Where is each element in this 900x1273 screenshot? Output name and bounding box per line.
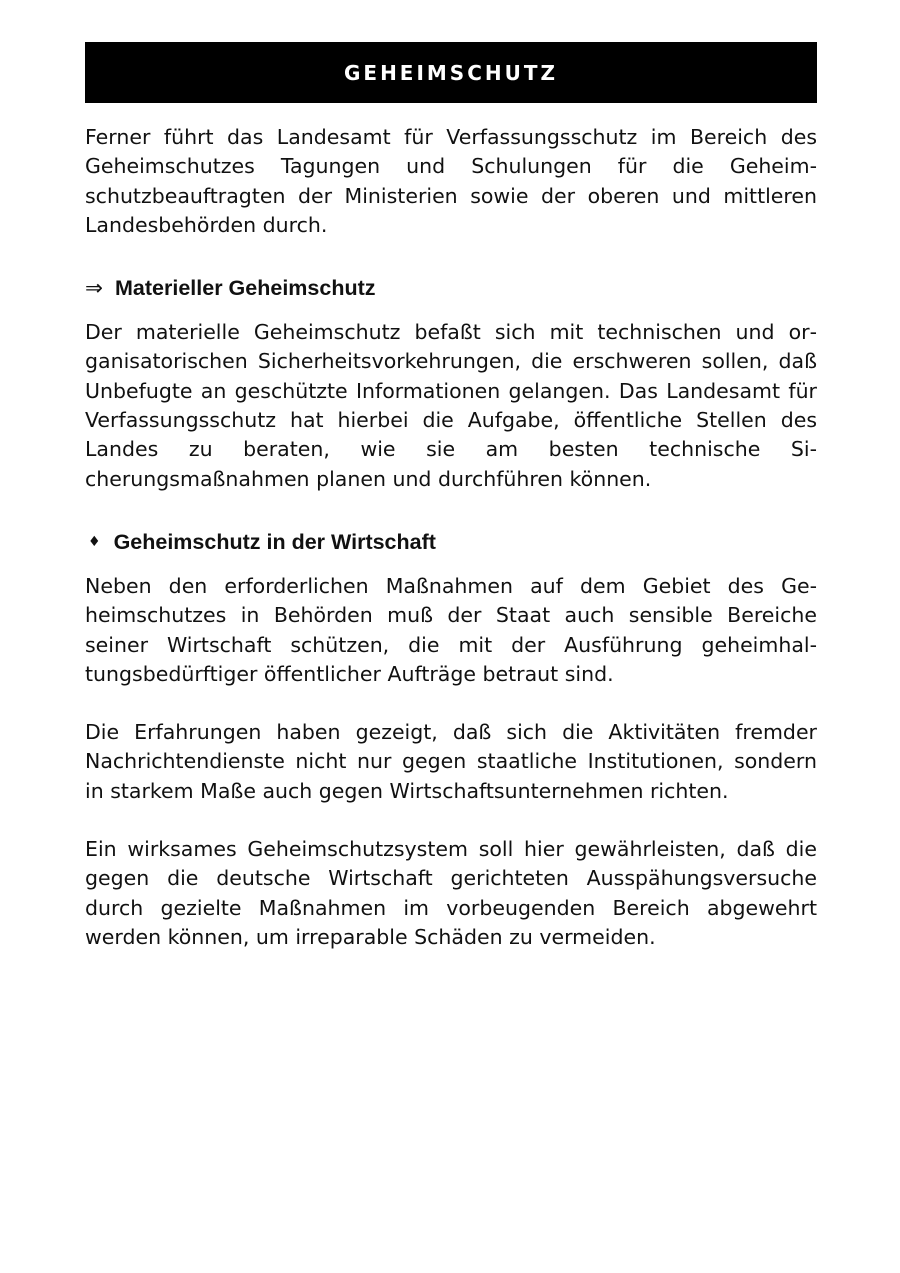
double-arrow-icon: ⇒ [85, 276, 104, 302]
section-heading-text: Geheimschutz in der Wirtschaft [113, 529, 436, 554]
page-title: GEHEIMSCHUTZ [343, 60, 559, 85]
diamond-bullet-icon: ♦ [88, 534, 101, 551]
materieller-paragraph: Der materielle Geheimschutz befaßt sich mit technischen und organisatorischen Sicherheitsvorkehrungen, die erschweren sollen, daß Unbefugte an geschützte Informationen gelangen. Das Landesamt für Verfassungsschutz hat hierbei die Aufgabe, öffentliche Stellen des Landes zu beraten, wie sie am besten technische Sicherungsmaßnahmen planen und durchführen können. [85, 320, 817, 491]
section-heading-materieller [85, 276, 817, 301]
wirtschaft-paragraph-2: Die Erfahrungen haben gezeigt, daß sich die Aktivitäten fremder Nachrichtendienste nicht nur gegen staatliche Institutionen, sondern in starkem Maße auch gegen Wirtschaftsunternehmen richten. [85, 720, 817, 803]
intro-paragraph: Ferner führt das Landesamt für Verfassungsschutz im Bereich des Geheimschutzes Tagungen und Schulungen für die Geheimschutzbeauftragten der Ministerien sowie der oberen und mittleren Landesbehörden durch. [85, 125, 817, 237]
title-bar [85, 42, 817, 103]
section-heading-wirtschaft [85, 530, 817, 555]
section-heading-text: Materieller Geheimschutz [115, 276, 376, 301]
wirtschaft-paragraph-3: Ein wirksames Geheimschutzsystem soll hier gewährleisten, daß die gegen die deutsche Wirtschaft gerichteten Ausspähungsversuche durch gezielte Maßnahmen im vorbeugenden Bereich abgewehrt werden können, um irreparable Schäden zu vermeiden. [85, 837, 817, 949]
wirtschaft-paragraph-1: Neben den erforderlichen Maßnahmen auf dem Gebiet des Geheimschutzes in Behörden muß der Staat auch sensible Bereiche seiner Wirtschaft schützen, die mit der Ausführung geheimhaltungsbedürftiger öffentlicher Aufträge betraut sind. [85, 573, 817, 686]
document-page [85, 42, 817, 952]
